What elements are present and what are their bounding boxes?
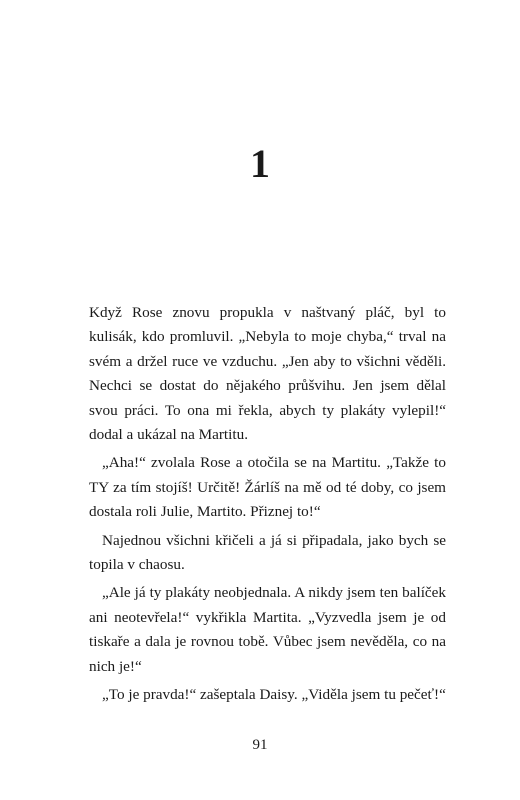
- paragraph: Najednou všichni křičeli a já si připadala, jako bych se topila v chaosu.: [89, 531, 446, 574]
- paragraph: „Ale já ty plakáty neobjednala. A nikdy jsem ten balíček ani neotevřela!“ vykřikla Martita. „Vyzvedla jsem je od tiskaře a dala je rovnou tobě. Vůbec jsem nevěděla, co na nich je!“: [89, 584, 446, 675]
- paragraph: „To je pravda!“ zašeptala Daisy. „Viděla jsem tu pečeť!“: [102, 686, 446, 704]
- paragraph: „Aha!“ zvolala Rose a otočila se na Martitu. „Takže to TY za tím stojíš! Určitě! Žárlíš na mě od té doby, co jsem dostala roli Julie, Martito. Přiznej to!“: [89, 454, 446, 521]
- page-number: 91: [252, 737, 268, 753]
- paragraph: Když Rose znovu propukla v naštvaný pláč, byl to kulisák, kdo promluvil. „Nebyla to moje chyba,“ trval na svém a držel ruce ve vzduchu. „Jen aby to všichni věděli. Nechci se dostat do nějakého průšvihu. Jen jsem dělal svou práci. To ona mi řekla, abych ty plakáty vylepil!“ dodal a ukázal na Martitu.: [89, 304, 446, 444]
- chapter-number: 1: [250, 141, 270, 186]
- chapter-body: [89, 301, 446, 712]
